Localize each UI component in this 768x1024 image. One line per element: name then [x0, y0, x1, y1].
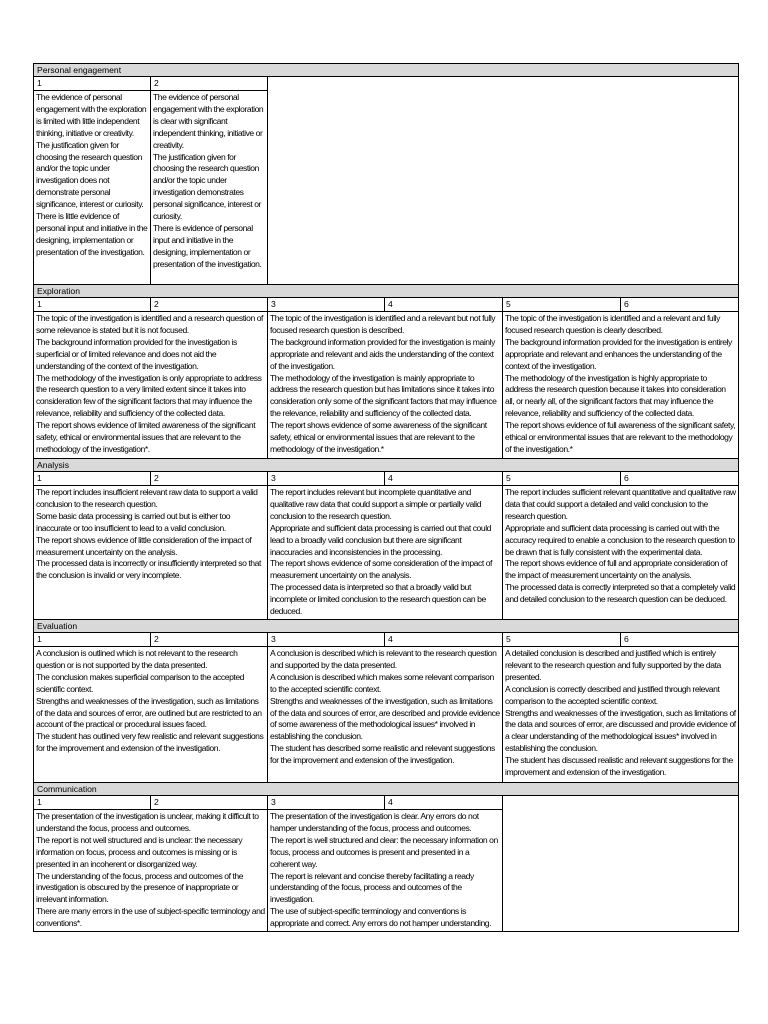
descriptor-text: The topic of the investigation is identified and a research question of some relevance is stated but it is not focused. The background information provided for the investigation is superficial or of limited relevance and does not aid the understanding of the context of the investigation. The methodology of the investigation is only appropriate to address the research question to a very limited extent since it takes into consideration few of the significant factors that may influence the relevance, reliability and sufficiency of the collected data. The report shows evidence of limited awareness of the significant safety, ethical or environmental issues that are relevant to the methodology of the investigation*. — [36, 313, 263, 454]
level-label: 4 — [385, 796, 503, 810]
descriptor-cell — [268, 486, 503, 620]
descriptor-text: The topic of the investigation is identified and a relevant but not fully focused research question is described. The background information provided for the investigation is mainly appropriate and relevant and aids the understanding of the context of the investigation. The methodology of the investigation is mainly appropriate to address the research question but has limitations since it takes into consideration only some of the significant factors that may influence the relevance, reliability and sufficiency of the collected data. The report shows evidence of some awareness of the significant safety, ethical or environmental issues that are relevant to the methodology of the investigation.* — [270, 313, 497, 454]
section-title: Analysis — [34, 459, 739, 472]
level-label: 6 — [621, 472, 739, 486]
empty-cell — [268, 77, 739, 285]
descriptor-cell — [34, 810, 268, 932]
section-header-communication — [34, 783, 739, 796]
descriptor-text: A conclusion is described which is relevant to the research question and supported by the data presented. A conclusion is described which makes some relevant comparison to the accepted scientific context. Strengths and weaknesses of the investigation, such as limitations of the data and sources of error, are described and provide evidence of some awareness of the methodological issues* involved in establishing the conclusion. The student has described some realistic and relevant suggestions for the improvement and extension of the investigation. — [270, 648, 500, 766]
level-label: 4 — [385, 633, 503, 647]
descriptor-text: The presentation of the investigation is clear. Any errors do not hamper understanding of the focus, process and outcomes. The report is well structured and clear: the necessary information on focus, process and outcomes is present and presented in a coherent way. The report is relevant and concise thereby facilitating a ready understanding of the focus, process and outcomes of the investigation. The use of subject-specific terminology and conventions is appropriate and correct. Any errors do not hamper understanding. — [270, 811, 498, 929]
descriptor-text: The report includes sufficient relevant quantitative and qualitative raw data that could support a detailed and valid conclusion to the research question. Appropriate and sufficient data processing is carried out with the accuracy required to enable a conclusion to the research question to be drawn that is fully consistent with the experimental data. The report shows evidence of full and appropriate consideration of the impact of measurement uncertainty on the analysis. The processed data is correctly interpreted so that a completely valid and detailed conclusion to the research question can be deduced. — [505, 487, 736, 605]
descriptor-text: A conclusion is outlined which is not relevant to the research question or is not supported by the data presented. The conclusion makes superficial comparison to the accepted scientific context. Strengths and weaknesses of the investigation, such as limitations of the data and sources of error, are outlined but are restricted to an account of the practical or procedural issues faced. The student has outlined very few realistic and relevant suggestions for the improvement and extension of the investigation. — [36, 648, 264, 754]
descriptor-cell — [503, 312, 739, 459]
descriptor-cell — [503, 486, 739, 620]
level-row — [34, 796, 739, 810]
level-label: 2 — [151, 633, 268, 647]
descriptor-cell — [34, 91, 151, 285]
level-label: 6 — [621, 298, 739, 312]
level-label: 1 — [34, 472, 151, 486]
descriptor-cell — [503, 647, 739, 783]
level-label: 2 — [151, 796, 268, 810]
level-label: 3 — [268, 298, 385, 312]
descriptor-cell — [34, 647, 268, 783]
level-label: 5 — [503, 633, 621, 647]
level-label: 4 — [385, 298, 503, 312]
section-title: Evaluation — [34, 620, 739, 633]
descriptor-cell — [268, 810, 503, 932]
level-label: 1 — [34, 633, 151, 647]
section-header-analysis — [34, 459, 739, 472]
descriptor-text: The evidence of personal engagement with the exploration is clear with significant independent thinking, initiative or creativity. The justification given for choosing the research question and/or the topic under investigation demonstrates personal significance, interest or curiosity. There is evidence of personal input and initiative in the designing, implementation or presentation of the investigation. — [153, 92, 264, 269]
section-title: Personal engagement — [34, 64, 739, 77]
descriptor-text: A detailed conclusion is described and justified which is entirely relevant to the research question and fully supported by the data presented. A conclusion is correctly described and justified through relevant comparison to the accepted scientific context. Strengths and weaknesses of the investigation, such as limitations of the data and sources of error, are discussed and provide evidence of a clear understanding of the methodological issues* involved in establishing the conclusion. The student has discussed realistic and relevant suggestions for the improvement and extension of the investigation. — [505, 648, 736, 778]
level-label: 1 — [34, 77, 151, 91]
level-label: 3 — [268, 472, 385, 486]
section-header-evaluation — [34, 620, 739, 633]
level-label: 1 — [34, 796, 151, 810]
level-label: 5 — [503, 472, 621, 486]
level-row — [34, 472, 739, 486]
empty-cell — [503, 796, 739, 932]
descriptor-row — [34, 486, 739, 620]
level-label: 2 — [151, 298, 268, 312]
level-label: 6 — [621, 633, 739, 647]
descriptor-cell — [34, 312, 268, 459]
descriptor-text: The presentation of the investigation is unclear, making it difficult to understand the focus, process and outcomes. The report is not well structured and is unclear: the necessary information on focus, process and outcomes is missing or is presented in an incoherent or disorganized way. The understanding of the focus, process and outcomes of the investigation is obscured by the presence of inappropriate or irrelevant information. There are many errors in the use of subject-specific terminology and conventions*. — [36, 811, 265, 929]
descriptor-cell — [34, 486, 268, 620]
level-row — [34, 77, 739, 91]
level-row — [34, 633, 739, 647]
assessment-rubric — [33, 63, 738, 932]
descriptor-cell — [268, 647, 503, 783]
level-row — [34, 298, 739, 312]
descriptor-text: The report includes relevant but incomplete quantitative and qualitative raw data that could support a simple or partially valid conclusion to the research question. Appropriate and sufficient data processing is carried out that could lead to a broadly valid conclusion but there are significant inaccuracies and inconsistencies in the processing. The report shows evidence of some consideration of the impact of measurement uncertainty on the analysis. The processed data is interpreted so that a broadly valid but incomplete or limited conclusion to the research question can be deduced. — [270, 487, 492, 617]
descriptor-text: The topic of the investigation is identified and a relevant and fully focused research question is clearly described. The background information provided for the investigation is entirely appropriate and relevant and enhances the understanding of the context of the investigation. The methodology of the investigation is highly appropriate to address the research question because it takes into consideration all, or nearly all, of the significant factors that may influence the relevance, reliability and sufficiency of the collected data. The report shows evidence of full awareness of the significant safety, ethical or environmental issues that are relevant to the methodology of the investigation.* — [505, 313, 736, 454]
section-header-exploration — [34, 285, 739, 298]
descriptor-text: The report includes insufficient relevant raw data to support a valid conclusion to the research question. Some basic data processing is carried out but is either too inaccurate or too insufficient to lead to a valid conclusion. The report shows evidence of little consideration of the impact of measurement uncertainty on the analysis. The processed data is incorrectly or insufficiently interpreted so that the conclusion is invalid or very incomplete. — [36, 487, 261, 581]
section-title: Exploration — [34, 285, 739, 298]
level-label: 5 — [503, 298, 621, 312]
rubric-table — [33, 63, 739, 932]
level-label: 1 — [34, 298, 151, 312]
level-label: 2 — [151, 77, 268, 91]
level-label: 4 — [385, 472, 503, 486]
level-label: 3 — [268, 633, 385, 647]
descriptor-row — [34, 647, 739, 783]
descriptor-cell — [151, 91, 268, 285]
descriptor-row — [34, 312, 739, 459]
descriptor-text: The evidence of personal engagement with the exploration is limited with little independent thinking, initiative or creativity. The justification given for choosing the research question and/or the topic under investigation does not demonstrate personal significance, interest or curiosity. There is little evidence of personal input and initiative in the designing, implementation or presentation of the investigation. — [36, 92, 148, 257]
level-label: 3 — [268, 796, 385, 810]
section-header-personal-engagement — [34, 64, 739, 77]
level-label: 2 — [151, 472, 268, 486]
descriptor-cell — [268, 312, 503, 459]
section-title: Communication — [34, 783, 739, 796]
